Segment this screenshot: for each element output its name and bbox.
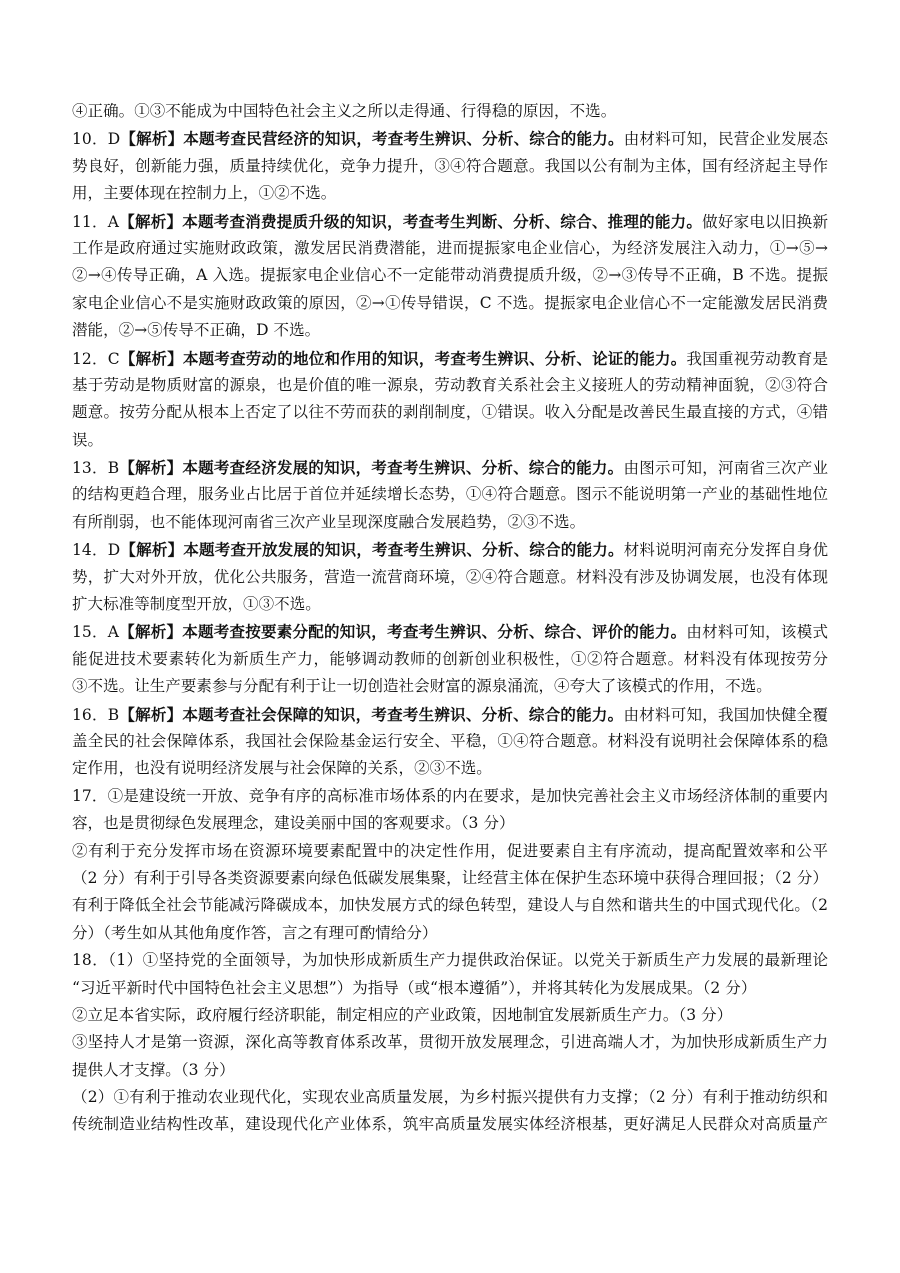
text-line: [72, 208, 828, 235]
text-segment: 12．C: [72, 349, 120, 368]
text-segment: （2）①有利于推动农业现代化，实现农业高质量发展，为乡村振兴提供有力支撑；（2 分）有利于推动纺织和: [72, 1088, 828, 1107]
text-segment: 我国重视劳动教育是: [686, 349, 828, 368]
text-line: [72, 454, 828, 481]
text-line: [72, 975, 828, 1002]
analysis-heading: 【解析】本题考查劳动的地位和作用的知识，考查考生辨识、分析、论证的能力。: [119, 348, 687, 368]
text-segment: 误。: [72, 430, 104, 449]
text-line: [72, 1029, 828, 1056]
analysis-heading: 【解析】本题考查按要素分配的知识，考查考生辨识、分析、综合、评价的能力。: [119, 622, 687, 642]
text-line: [72, 399, 828, 426]
text-segment: 传统制造业结构性改革，建设现代化产业体系，筑牢高质量发展实体经济根基，更好满足人民群众对高质量产: [72, 1115, 828, 1134]
text-segment: 工作是政府通过实施财政政策，激发居民消费潜能，进而提振家电企业信心，为经济发展注入动力，①→⑤→: [72, 238, 828, 257]
text-segment: 14．D: [72, 541, 121, 560]
text-line: [72, 345, 828, 372]
text-line: [72, 947, 828, 974]
text-segment: 16．B: [72, 705, 120, 724]
text-line: [72, 153, 828, 180]
analysis-heading: 【解析】本题考查经济发展的知识，考查考生辨识、分析、综合的能力。: [119, 458, 624, 478]
text-line: [72, 372, 828, 399]
text-segment: 做好家电以旧换新: [702, 212, 828, 231]
text-line: [72, 728, 828, 755]
text-segment: ②立足本省实际，政府履行经济职能，制定相应的产业政策，因地制宜发展新质生产力。（3 分）: [72, 1005, 733, 1024]
text-line: [72, 481, 828, 508]
text-line: [72, 290, 828, 317]
text-line: [72, 536, 828, 563]
text-segment: “习近平新时代中国特色社会主义思想”）为指导（或“根本遵循”），并将其转化为发展成果。（2 分）: [72, 978, 757, 997]
text-segment: 由材料可知，民营企业发展态: [623, 130, 828, 149]
text-line: [72, 1111, 828, 1138]
analysis-heading: 【解析】本题考查民营经济的知识，考查考生辨识、分析、综合的能力。: [120, 129, 624, 149]
text-segment: 扩大标准等制度型开放，①③不选。: [72, 595, 321, 614]
analysis-heading: 【解析】本题考查开放发展的知识，考查考生辨识、分析、综合的能力。: [120, 540, 624, 560]
text-line: [72, 701, 828, 728]
text-segment: 用，主要体现在控制力上，①②不选。: [72, 184, 337, 203]
text-line: [72, 1057, 828, 1084]
text-segment: 有利于降低全社会节能减污降碳成本，加快发展方式的绿色转型，建设人与自然和谐共生的中国式现代化。（2: [72, 896, 828, 915]
text-line: [72, 1002, 828, 1029]
text-line: [72, 180, 828, 207]
text-segment: ④正确。①③不能成为中国特色社会主义之所以走得通、行得稳的原因，不选。: [72, 102, 617, 120]
text-line: [72, 235, 828, 262]
text-segment: 能促进技术要素转化为新质生产力，能够调动教师的创新创业积极性，①②符合题意。材料没有体现按劳分: [72, 649, 828, 668]
text-line: [72, 673, 828, 700]
text-segment: ③不选。让生产要素参与分配有利于让一切创造社会财富的源泉涌流，④夸大了该模式的作用，不选。: [72, 677, 772, 696]
text-segment: ②→④传导正确，A 入选。提振家电企业信心不一定能带动消费提质升级，②→③传导不正确，B 不选。提振: [72, 266, 828, 285]
text-segment: 盖全民的社会保障体系，我国社会保险基金运行安全、平稳，①④符合题意。材料没有说明社会保障体系的稳: [72, 731, 828, 750]
text-segment: 家电企业信心不是实施财政政策的原因，②→①传导错误，C 不选。提振家电企业信心不一定能激发居民消费: [72, 293, 828, 312]
text-line: [72, 920, 828, 947]
text-line: [72, 564, 828, 591]
text-line: [72, 98, 828, 125]
text-segment: 势，扩大对外开放，优化公共服务，营造一流营商环境，②④符合题意。材料没有涉及协调发展，也没有体现: [72, 567, 828, 586]
text-segment: 有所削弱，也不能体现河南省三次产业呈现深度融合发展趋势，②③不选。: [72, 512, 586, 531]
text-segment: 10．D: [72, 130, 121, 149]
text-segment: 的结构更趋合理，服务业占比居于首位并延续增长态势，①④符合题意。图示不能说明第一产业的基础性地位: [72, 485, 828, 504]
text-segment: 由材料可知，我国加快健全覆: [623, 705, 828, 724]
text-line: [72, 892, 828, 919]
text-segment: 材料说明河南充分发挥自身优: [623, 541, 828, 560]
text-line: [72, 1084, 828, 1111]
text-segment: ③坚持人才是第一资源，深化高等教育体系改革，贯彻开放发展理念，引进高端人才，为加快形成新质生产力: [72, 1033, 828, 1052]
text-segment: 提供人才支撑。（3 分）: [72, 1060, 235, 1079]
text-line: [72, 262, 828, 289]
text-segment: 17．①是建设统一开放、竞争有序的高标准市场体系的内在要求，是加快完善社会主义市场经济体制的重要内: [72, 786, 828, 805]
text-line: [72, 427, 828, 454]
text-segment: ②有利于充分发挥市场在资源环境要素配置中的决定性作用，促进要素自主有序流动，提高配置效率和公平: [72, 841, 828, 860]
text-line: [72, 865, 828, 892]
text-segment: 势良好，创新能力强，质量持续优化，竞争力提升，③④符合题意。我国以公有制为主体，国有经济起主导作: [72, 156, 828, 175]
text-segment: 11．A: [72, 212, 120, 231]
analysis-heading: 【解析】本题考查消费提质升级的知识，考查考生判断、分析、综合、推理的能力。: [119, 211, 703, 231]
text-line: [72, 618, 828, 645]
text-line: [72, 838, 828, 865]
text-line: [72, 317, 828, 344]
text-line: [72, 509, 828, 536]
text-segment: 由材料可知，该模式: [686, 623, 828, 642]
text-line: [72, 125, 828, 152]
analysis-heading: 【解析】本题考查社会保障的知识，考查考生辨识、分析、综合的能力。: [119, 704, 624, 724]
text-segment: 由图示可知，河南省三次产业: [623, 459, 828, 478]
text-segment: 18．（1）①坚持党的全面领导，为加快形成新质生产力提供政治保证。以党关于新质生产力发展的最新理论: [72, 951, 828, 970]
text-segment: 分）（考生如从其他角度作答，言之有理可酌情给分）: [72, 923, 438, 942]
text-segment: 15．A: [72, 623, 120, 642]
text-line: [72, 810, 828, 837]
text-segment: 容，也是贯彻绿色发展理念，建设美丽中国的客观要求。（3 分）: [72, 814, 515, 833]
text-line: [72, 783, 828, 810]
text-line: [72, 646, 828, 673]
text-segment: 13．B: [72, 459, 120, 478]
text-line: [72, 591, 828, 618]
text-segment: 定作用，也没有说明经济发展与社会保障的关系，②③不选。: [72, 759, 492, 778]
text-segment: （2 分）有利于引导各类资源要素向绿色低碳发展集聚，让经营主体在保护生态环境中获得合理回报；（2 分）: [72, 868, 828, 887]
text-segment: 基于劳动是物质财富的源泉，也是价值的唯一源泉，劳动教育关系社会主义接班人的劳动精神面貌，②③符合: [72, 375, 828, 394]
text-segment: 潜能，②→⑤传导不正确，D 不选。: [72, 321, 321, 340]
text-line: [72, 755, 828, 782]
text-segment: 题意。按劳分配从根本上否定了以往不劳而获的剥削制度，①错误。收入分配是改善民生最直接的方式，④错: [72, 403, 828, 422]
